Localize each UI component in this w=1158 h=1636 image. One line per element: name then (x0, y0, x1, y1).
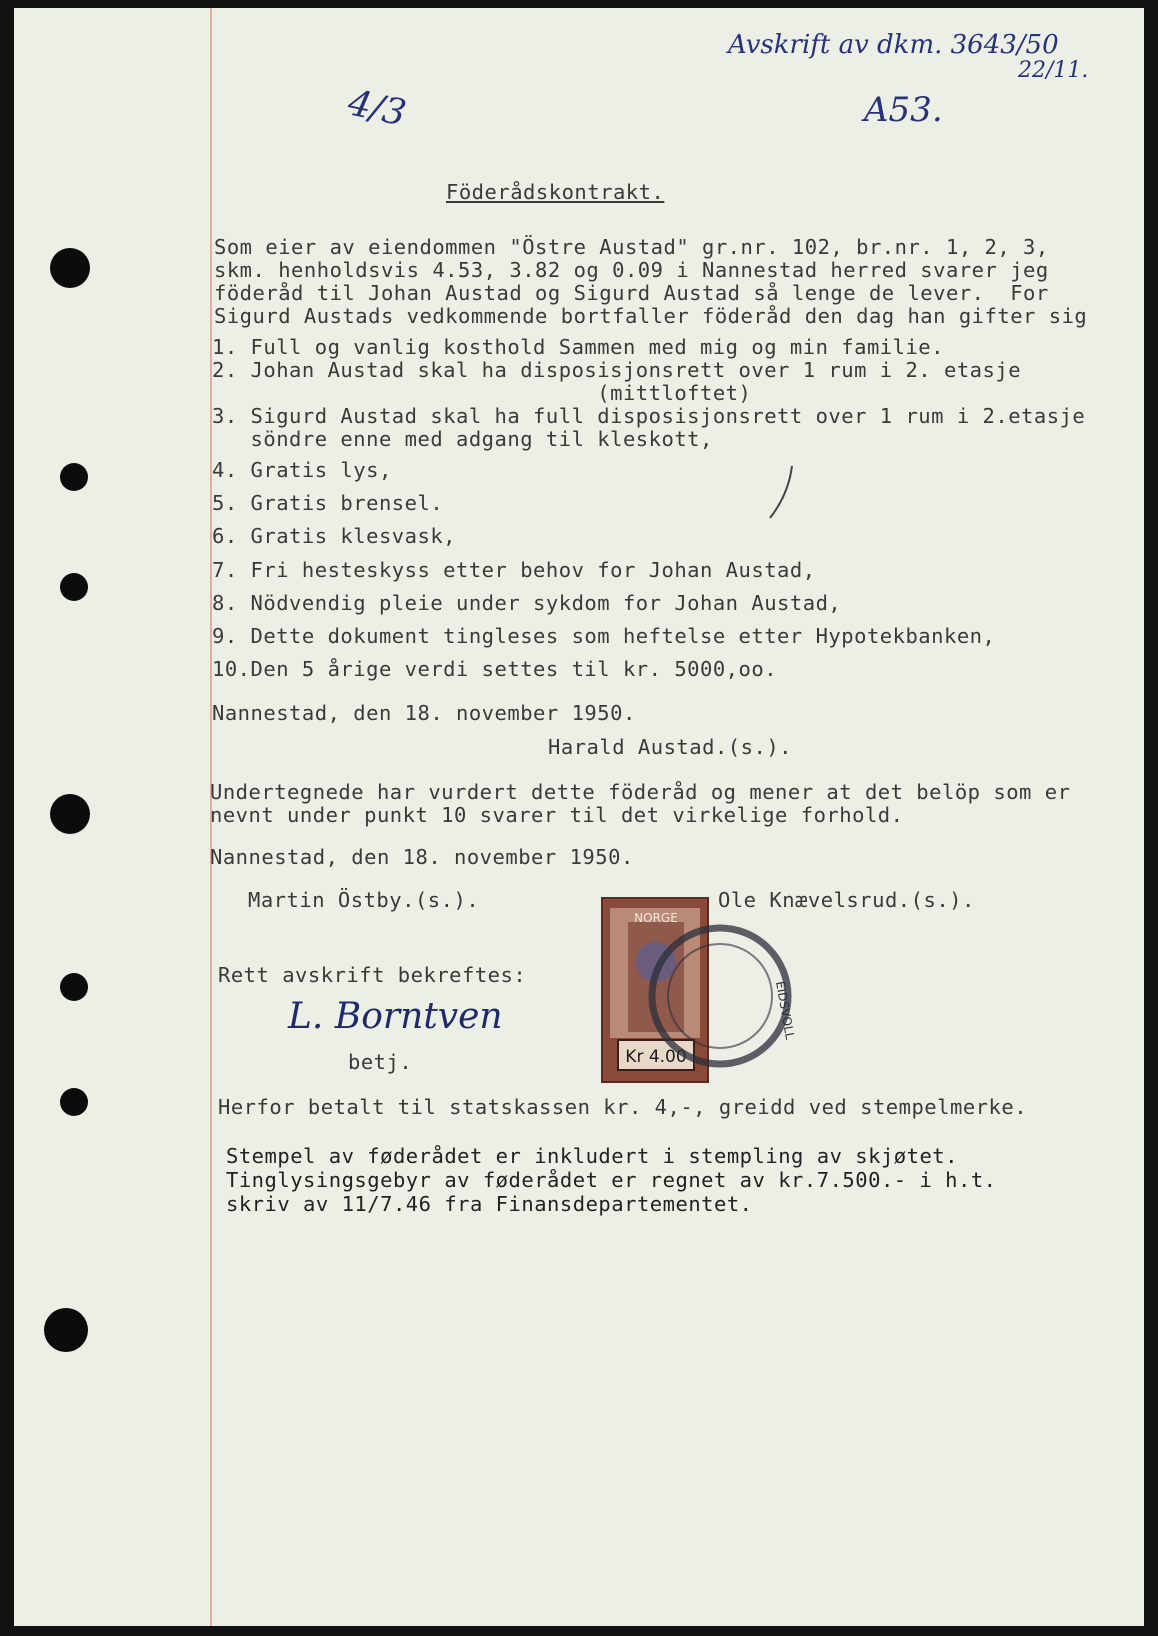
valuation-line: nevnt under punkt 10 svarer til det virkelige forhold. (210, 803, 904, 827)
list-item: 6. Gratis klesvask, (212, 524, 456, 548)
document-page (14, 8, 1144, 1626)
page-number: A53. (864, 90, 943, 130)
header-note-date: 22/11. (1018, 58, 1089, 83)
page-title: Föderådskontrakt. (446, 180, 665, 204)
valuation-line: Undertegnede har vurdert dette föderåd og mener at det belöp som er (210, 780, 1071, 804)
list-item: (mittloftet) (212, 381, 752, 405)
list-item: 7. Fri hesteskyss etter behov for Johan Austad, (212, 558, 816, 582)
punch-hole (60, 973, 88, 1001)
intro-line: Som eier av eiendommen "Östre Austad" gr.nr. 102, br.nr. 1, 2, 3, (214, 235, 1049, 259)
stamp-country: NORGE (634, 911, 678, 925)
punch-hole (44, 1308, 88, 1352)
punch-hole (50, 794, 90, 834)
list-item: 2. Johan Austad skal ha disposisjonsrett over 1 rum i 2. etasje (212, 358, 1022, 382)
list-item: 3. Sigurd Austad skal ha full disposisjonsrett over 1 rum i 2.etasje (212, 404, 1086, 428)
list-item: 10.Den 5 årige verdi settes til kr. 5000,oo. (212, 657, 778, 681)
intro-line: Sigurd Austads vedkommende bortfaller föderåd den dag han gifter sig (214, 304, 1088, 328)
certify-text: Rett avskrift bekreftes: (218, 963, 527, 987)
revenue-stamp (588, 892, 798, 1102)
list-item: söndre enne med adgang til kleskott, (212, 427, 713, 451)
punch-hole (60, 1088, 88, 1116)
list-item: 1. Full og vanlig kosthold Sammen med mig og min familie. (212, 335, 944, 359)
witness-name: Ole Knævelsrud.(s.). (718, 888, 975, 912)
margin-mark: 4/3 (344, 82, 410, 135)
stamp-value: Kr 4.00 (625, 1047, 687, 1067)
list-item: 4. Gratis lys, (212, 458, 392, 482)
list-item: 5. Gratis brensel. (212, 491, 444, 515)
witness-name: Martin Östby.(s.). (248, 888, 480, 912)
signature-title: betj. (348, 1050, 413, 1074)
seal-text: EIDSVOLL (773, 980, 798, 1041)
signer-name: Harald Austad.(s.). (548, 735, 792, 759)
header-note: Avskrift av dkm. 3643/50 (728, 30, 1059, 60)
place-date: Nannestad, den 18. november 1950. (212, 701, 636, 725)
place-date: Nannestad, den 18. november 1950. (210, 845, 634, 869)
intro-line: skm. henholdsvis 4.53, 3.82 og 0.09 i Nannestad herred svarer jeg (214, 258, 1049, 282)
list-item: 8. Nödvendig pleie under sykdom for Johan Austad, (212, 591, 842, 615)
punch-hole (60, 463, 88, 491)
note-line: skriv av 11/7.46 fra Finansdepartementet. (226, 1192, 753, 1216)
note-line: Stempel av føderådet er inkludert i stempling av skjøtet. (226, 1144, 958, 1168)
punch-hole (50, 248, 90, 288)
signature: L. Borntven (288, 996, 503, 1037)
intro-line: föderåd til Johan Austad og Sigurd Austad så lenge de lever. For (214, 281, 1049, 305)
punch-hole (60, 573, 88, 601)
list-item: 9. Dette dokument tingleses som heftelse etter Hypotekbanken, (212, 624, 996, 648)
pen-stroke (762, 462, 802, 522)
note-line: Tinglysingsgebyr av føderådet er regnet av kr.7.500.- i h.t. (226, 1168, 997, 1192)
fee-paid: Herfor betalt til statskassen kr. 4,-, greidd ved stempelmerke. (218, 1095, 1028, 1119)
